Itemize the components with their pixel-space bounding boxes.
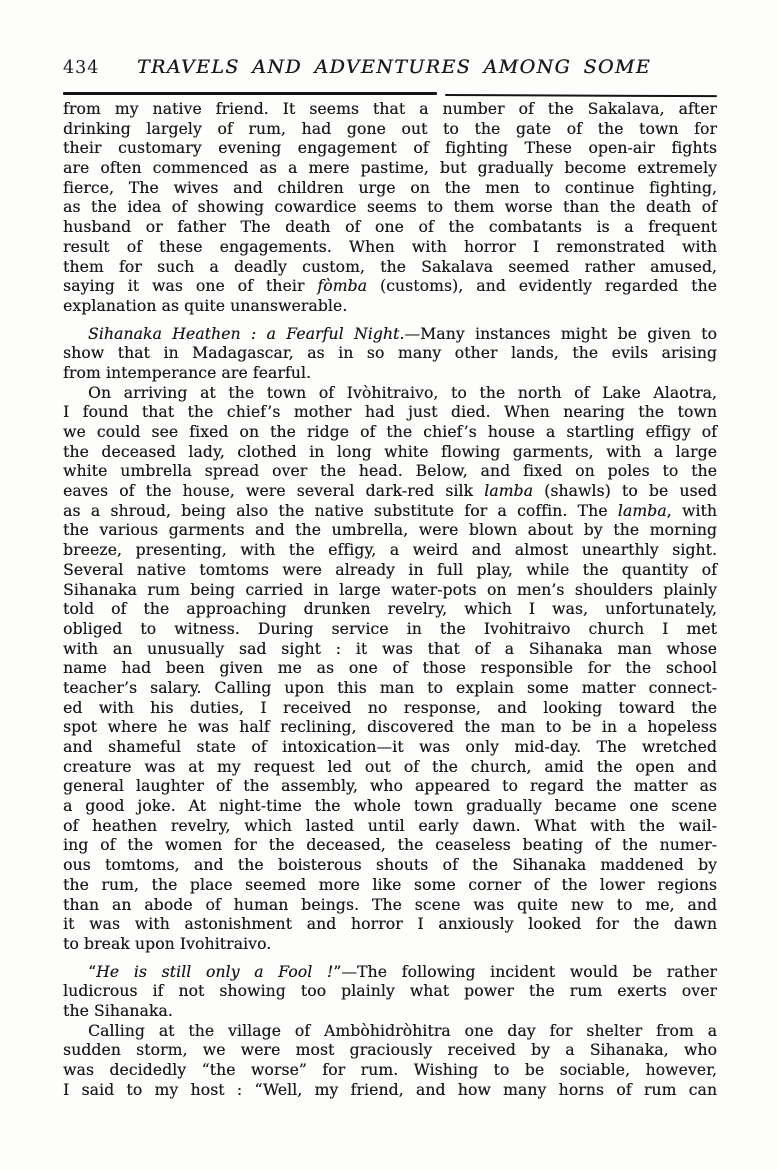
rule-segment-right xyxy=(445,94,717,98)
text-run: the rum, the place seemed more like some corner of the lower regions xyxy=(63,875,717,894)
text-run: explanation as quite unanswerable. xyxy=(63,296,348,315)
text-run: it was with astonishment and horror I anxiously looked for the dawn xyxy=(63,915,717,934)
text-run: as the idea of showing cowardice seems to them worse than the death of xyxy=(63,198,717,217)
text-run: eaves of the house, were several dark-red silk xyxy=(63,482,485,501)
text-run: husband or father The death of one of the combatants is a frequent xyxy=(63,218,717,237)
text-line xyxy=(63,758,717,778)
page-header xyxy=(63,56,717,78)
text-line xyxy=(63,482,717,502)
text-line xyxy=(63,1061,717,1081)
text-line xyxy=(63,344,717,364)
text-run: fierce, The wives and children urge on the men to continue fighting, xyxy=(63,178,717,197)
italic-text-run: Sihanaka Heathen : a Fearful Night. xyxy=(88,324,405,343)
text-run: I said to my host : “Well, my friend, and how many horns of rum can xyxy=(63,1080,717,1099)
text-run: On arriving at the town of Ivòhitraivo, to the north of Lake Alaotra, xyxy=(88,383,717,402)
text-run: from intemperance are fearful. xyxy=(63,363,312,382)
text-line xyxy=(63,1022,717,1042)
italic-text-run: lamba xyxy=(617,501,667,520)
page-number: 434 xyxy=(63,58,100,78)
text-run: breeze, presenting, with the effigy, a weird and almost unearthly sight. xyxy=(63,541,717,560)
text-line xyxy=(63,659,717,679)
text-run: “ xyxy=(88,962,97,981)
text-run: than an abode of human beings. The scene was quite new to me, and xyxy=(63,895,717,914)
text-run: spot where he was half reclining, discovered the man to be in a hopeless xyxy=(63,718,717,737)
header-rule xyxy=(63,92,717,96)
text-line xyxy=(63,915,717,935)
text-run: Calling at the village of Ambòhidròhitra one day for shelter from a xyxy=(88,1021,717,1040)
text-run: ing of the women for the deceased, the ceaseless beating of the numer- xyxy=(63,836,717,855)
text-line xyxy=(63,1041,717,1061)
text-line xyxy=(63,876,717,896)
text-line xyxy=(63,777,717,797)
text-run: a good joke. At night-time the whole town gradually became one scene xyxy=(63,797,717,816)
text-line xyxy=(63,1002,717,1022)
running-title: TRAVELS AND ADVENTURES AMONG SOME xyxy=(136,56,652,78)
text-line xyxy=(63,738,717,758)
paragraph xyxy=(63,384,717,955)
text-run: their customary evening engagement of fighting These open-air fights xyxy=(63,139,717,158)
text-run: them for such a deadly custom, the Sakalava seemed rather amused, xyxy=(63,257,717,276)
text-line xyxy=(63,718,717,738)
text-line xyxy=(63,699,717,719)
text-line xyxy=(63,218,717,238)
text-line xyxy=(63,325,717,345)
text-line xyxy=(63,443,717,463)
text-run: from my native friend. It seems that a number of the Sakalava, after xyxy=(63,100,717,118)
text-line xyxy=(63,679,717,699)
text-line xyxy=(63,620,717,640)
text-line xyxy=(63,100,717,120)
text-line xyxy=(63,120,717,140)
text-run: obliged to witness. During service in the Ivohitraivo church I met xyxy=(63,619,717,638)
text-run: result of these engagements. When with horror I remonstrated with xyxy=(63,237,717,256)
text-run: ludicrous if not showing too plainly what power the rum exerts over xyxy=(63,982,717,1001)
text-run: drinking largely of rum, had gone out to the gate of the town for xyxy=(63,119,717,138)
text-line xyxy=(63,502,717,522)
text-run: (shawls) to be used xyxy=(533,482,718,501)
text-line xyxy=(63,423,717,443)
text-line xyxy=(63,896,717,916)
text-line xyxy=(63,856,717,876)
text-run: of heathen revelry, which lasted until early dawn. What with the wail- xyxy=(63,816,717,835)
text-run: (customs), and evidently regarded the xyxy=(367,277,717,296)
text-line xyxy=(63,521,717,541)
text-line xyxy=(63,836,717,856)
text-run: ous tomtoms, and the boisterous shouts of the Sihanaka maddened by xyxy=(63,856,717,875)
text-line xyxy=(63,600,717,620)
text-run: teacher’s salary. Calling upon this man to explain some matter connect- xyxy=(63,678,717,697)
text-line xyxy=(63,238,717,258)
text-run: and shameful state of intoxication—it was only mid-day. The wretched xyxy=(63,738,717,756)
rule-segment-left xyxy=(63,92,437,95)
text-run: name had been given me as one of those responsible for the school xyxy=(63,659,717,678)
text-line xyxy=(63,797,717,817)
italic-text-run: He is still only a Fool ! xyxy=(96,962,334,981)
text-run: to break upon Ivohitraivo. xyxy=(63,934,272,953)
text-run: Several native tomtoms were already in full play, while the quantity of xyxy=(63,560,717,579)
text-run: saying it was one of their xyxy=(63,277,318,296)
text-run: told of the approaching drunken revelry, which I was, unfortunately, xyxy=(63,600,717,619)
text-run: the various garments and the umbrella, were blown about by the morning xyxy=(63,521,717,540)
italic-text-run: lamba xyxy=(484,482,534,501)
text-line xyxy=(63,982,717,1002)
text-line xyxy=(63,159,717,179)
text-line xyxy=(63,297,717,317)
text-line xyxy=(63,817,717,837)
text-run: ed with his duties, I received no response, and looking toward the xyxy=(63,698,717,717)
text-line xyxy=(63,541,717,561)
text-line xyxy=(63,640,717,660)
text-line xyxy=(63,258,717,278)
italic-text-run: fòmba xyxy=(317,277,368,296)
text-line xyxy=(63,198,717,218)
text-line xyxy=(63,561,717,581)
text-run: general laughter of the assembly, who appeared to regard the matter as xyxy=(63,777,717,796)
text-run: show that in Madagascar, as in so many other lands, the evils arising xyxy=(63,344,717,363)
text-run: , with xyxy=(666,501,717,520)
text-line xyxy=(63,935,717,955)
text-run: was decidedly “the worse” for rum. Wishing to be sociable, however, xyxy=(63,1061,717,1079)
paragraph xyxy=(63,100,717,317)
text-line xyxy=(63,462,717,482)
text-line xyxy=(63,179,717,199)
text-run: white umbrella spread over the head. Below, and fixed on poles to the xyxy=(63,462,717,481)
text-run: creature was at my request led out of the church, amid the open and xyxy=(63,757,717,776)
text-run: as a shroud, being also the native substitute for a coffin. The xyxy=(63,501,618,520)
text-run: —Many instances might be given to xyxy=(404,324,717,343)
text-run: sudden storm, we were most graciously received by a Sihanaka, who xyxy=(63,1041,717,1060)
text-line xyxy=(63,277,717,297)
paragraph xyxy=(63,325,717,384)
text-run: I found that the chief’s mother had just died. When nearing the town xyxy=(63,403,717,422)
paragraph xyxy=(63,1022,717,1101)
text-run: with an unusually sad sight : it was that of a Sihanaka man whose xyxy=(63,639,717,658)
text-line xyxy=(63,403,717,423)
paragraph xyxy=(63,963,717,1022)
text-run: the Sihanaka. xyxy=(63,1001,173,1020)
text-run: ”—The following incident would be rather xyxy=(333,962,717,981)
text-line xyxy=(63,384,717,404)
text-line xyxy=(63,139,717,159)
text-line xyxy=(63,581,717,601)
text-line xyxy=(63,1081,717,1101)
text-run: are often commenced as a mere pastime, but gradually become extremely xyxy=(63,159,717,178)
text-run: we could see fixed on the ridge of the chief’s house a startling effigy of xyxy=(63,423,717,441)
text-run: Sihanaka rum being carried in large water-pots on men’s shoulders plainly xyxy=(63,580,717,599)
page-body xyxy=(63,100,717,1100)
text-line xyxy=(63,364,717,384)
text-run: the deceased lady, clothed in long white flowing garments, with a large xyxy=(63,442,717,461)
text-line xyxy=(63,963,717,983)
